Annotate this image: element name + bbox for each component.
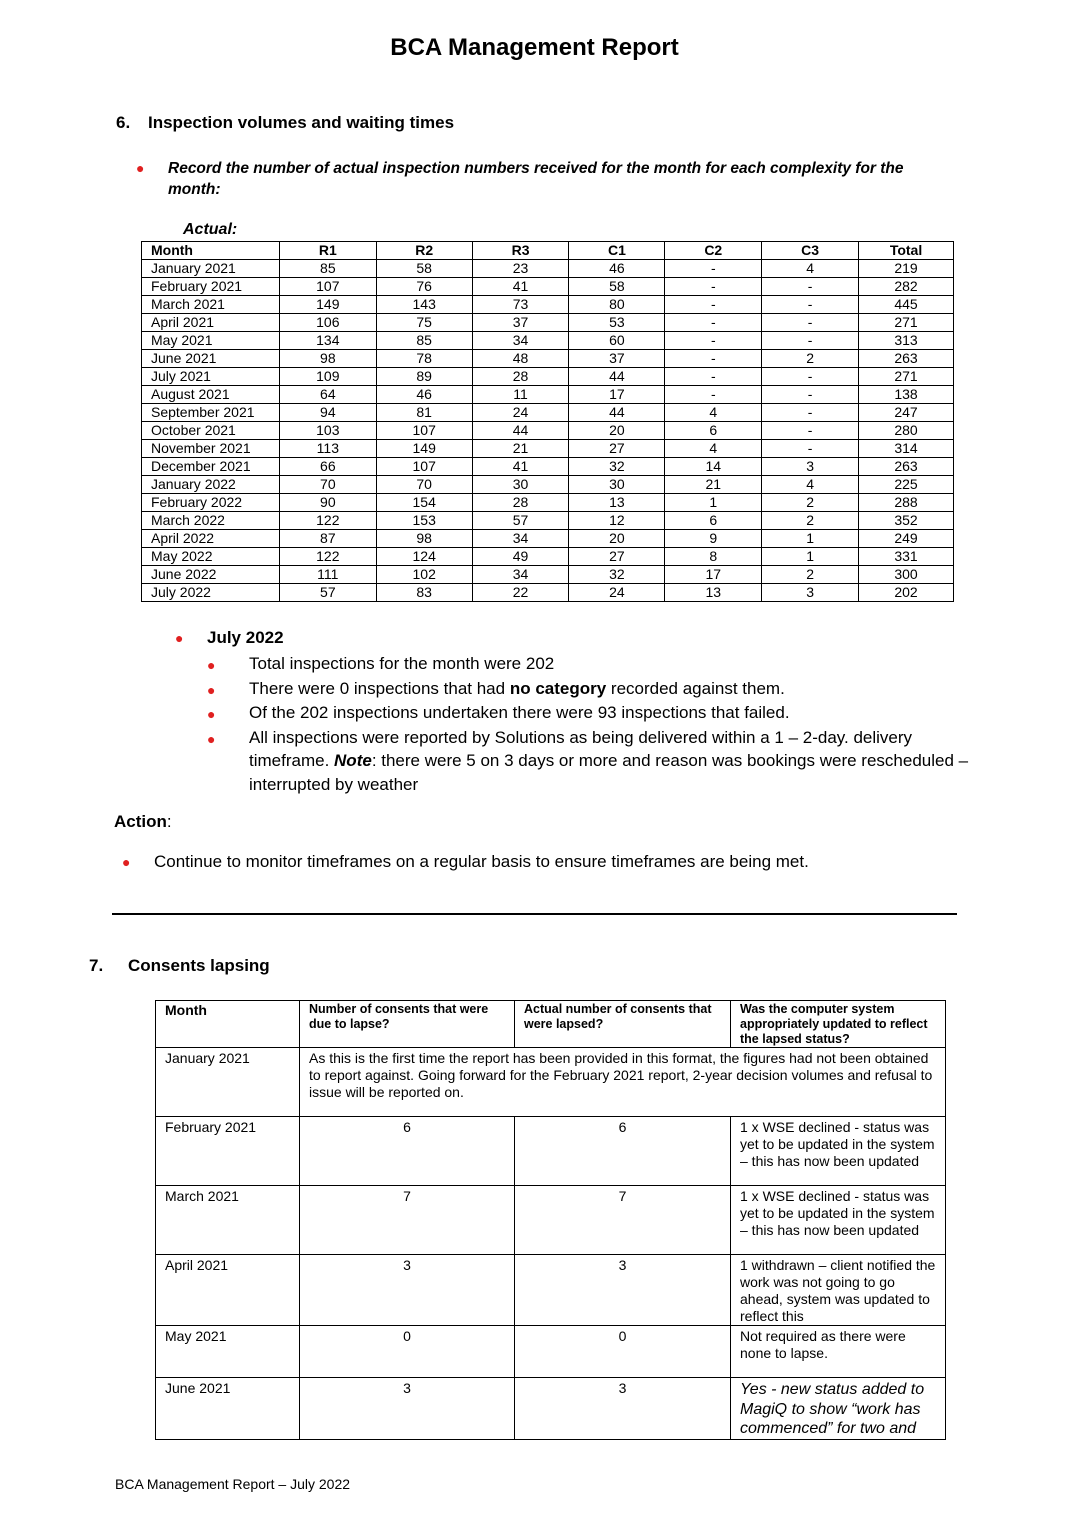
cell-month: June 2021 <box>142 350 280 368</box>
cell-value: 37 <box>472 314 569 332</box>
action-label-text: Action <box>114 812 167 831</box>
table-row <box>142 350 954 368</box>
cell-value: 331 <box>859 548 954 566</box>
cell-value: 109 <box>279 368 376 386</box>
july-bullet-2-pre: There were 0 inspections that had <box>249 678 510 698</box>
cell-due: 6 <box>300 1117 515 1186</box>
cell-value: 85 <box>279 260 376 278</box>
cell-value: 2 <box>762 512 859 530</box>
section-7-heading <box>89 956 270 976</box>
cell-value: 149 <box>376 440 472 458</box>
cell-value: 75 <box>376 314 472 332</box>
cell-value: 85 <box>376 332 472 350</box>
cell-value: 13 <box>569 494 665 512</box>
cell-value: - <box>665 314 762 332</box>
cell-value: 90 <box>279 494 376 512</box>
cell-value: - <box>762 404 859 422</box>
table-row <box>156 1326 946 1378</box>
cell-value: - <box>762 422 859 440</box>
cell-value: 28 <box>472 368 569 386</box>
cell-value: 153 <box>376 512 472 530</box>
july-bullet-3: Of the 202 inspections undertaken there were 93 inspections that failed. <box>249 703 790 722</box>
cell-value: 314 <box>859 440 954 458</box>
cell-value: 41 <box>472 278 569 296</box>
cell-value: 143 <box>376 296 472 314</box>
cell-value: - <box>665 386 762 404</box>
july-bullet-4-pre: All inspections were reported by Solutions as being delivered within a 1 – 2-day. delivery timeframe. <box>249 727 913 770</box>
cell-value: 24 <box>472 404 569 422</box>
cell-month: November 2021 <box>142 440 280 458</box>
cell-month: January 2021 <box>142 260 280 278</box>
consents-lapsing-table <box>155 1000 946 1440</box>
cell-value: 27 <box>569 440 665 458</box>
cell-value: 249 <box>859 530 954 548</box>
cell-value: 30 <box>569 476 665 494</box>
cell-value: - <box>762 368 859 386</box>
cell-value: 98 <box>376 530 472 548</box>
cell-value: 70 <box>376 476 472 494</box>
cell-month: July 2021 <box>142 368 280 386</box>
table-row <box>142 296 954 314</box>
cell-value: 83 <box>376 584 472 602</box>
cell-month: January 2021 <box>156 1048 300 1117</box>
cell-value: 14 <box>665 458 762 476</box>
cell-value: 263 <box>859 350 954 368</box>
cell-value: - <box>665 368 762 386</box>
cell-due: 7 <box>300 1186 515 1255</box>
inspection-table <box>141 241 954 602</box>
list-item <box>175 701 975 725</box>
july-bullet-4-post: : there were 5 on 3 days or more and reason was bookings were rescheduled – interrupted by weather <box>249 751 969 794</box>
cell-value: 3 <box>762 458 859 476</box>
bullet-icon: ● <box>207 706 216 722</box>
cell-value: 98 <box>279 350 376 368</box>
cell-value: 37 <box>569 350 665 368</box>
table-row <box>142 278 954 296</box>
table-row <box>142 584 954 602</box>
cell-value: 34 <box>472 332 569 350</box>
cell-month: February 2021 <box>142 278 280 296</box>
cell-month: May 2022 <box>142 548 280 566</box>
cell-value: 154 <box>376 494 472 512</box>
cell-month: May 2021 <box>156 1326 300 1378</box>
inspection-table-body <box>142 260 954 602</box>
section-divider <box>112 913 957 915</box>
cell-value: - <box>762 278 859 296</box>
cell-value: 32 <box>569 566 665 584</box>
bullet-icon: ● <box>175 630 184 646</box>
cell-lapsed: 7 <box>515 1186 731 1255</box>
cell-value: 2 <box>762 350 859 368</box>
cell-value: 73 <box>472 296 569 314</box>
cell-value: 149 <box>279 296 376 314</box>
cell-value: 1 <box>665 494 762 512</box>
cell-value: 111 <box>279 566 376 584</box>
cell-value: 53 <box>569 314 665 332</box>
cell-value: 46 <box>376 386 472 404</box>
cell-value: 4 <box>762 260 859 278</box>
table-row <box>156 1048 946 1117</box>
cell-value: - <box>665 350 762 368</box>
cell-updated: 1 withdrawn – client notified the work was not going to go ahead, system was updated to reflect this <box>731 1255 946 1326</box>
cell-value: 2 <box>762 566 859 584</box>
cell-value: 103 <box>279 422 376 440</box>
table-row <box>142 494 954 512</box>
july-bullet-2-bold: no category <box>509 678 607 698</box>
cell-value: 28 <box>472 494 569 512</box>
cell-value: 6 <box>665 512 762 530</box>
cell-value: - <box>762 332 859 350</box>
cell-value: 134 <box>279 332 376 350</box>
column-header: Was the computer system appropriately updated to reflect the lapsed status? <box>731 1001 946 1048</box>
cell-value: 80 <box>569 296 665 314</box>
cell-value: - <box>762 296 859 314</box>
table-row <box>142 386 954 404</box>
cell-value: 3 <box>762 584 859 602</box>
cell-value: 4 <box>665 440 762 458</box>
bullet-icon: ● <box>136 160 145 176</box>
table-row <box>156 1378 946 1440</box>
list-item <box>175 677 975 701</box>
cell-value: 49 <box>472 548 569 566</box>
cell-month: January 2022 <box>142 476 280 494</box>
july-heading <box>175 628 975 652</box>
cell-value: - <box>665 296 762 314</box>
cell-value: 107 <box>279 278 376 296</box>
cell-value: 78 <box>376 350 472 368</box>
cell-value: 81 <box>376 404 472 422</box>
column-header: R3 <box>472 242 569 260</box>
cell-value: 60 <box>569 332 665 350</box>
cell-month: February 2021 <box>156 1117 300 1186</box>
cell-month: April 2021 <box>156 1255 300 1326</box>
cell-month: March 2021 <box>142 296 280 314</box>
cell-value: - <box>762 314 859 332</box>
section-6-title: Inspection volumes and waiting times <box>148 113 455 132</box>
cell-value: 44 <box>472 422 569 440</box>
cell-value: 24 <box>569 584 665 602</box>
bullet-icon: ● <box>122 854 131 870</box>
cell-lapsed: 3 <box>515 1255 731 1326</box>
cell-due: 3 <box>300 1255 515 1326</box>
table-row <box>142 530 954 548</box>
cell-updated: Yes - new status added to MagiQ to show “work has commenced” for two and <box>731 1378 946 1440</box>
cell-value: 44 <box>569 404 665 422</box>
cell-value: 282 <box>859 278 954 296</box>
cell-value: 34 <box>472 530 569 548</box>
cell-value: 22 <box>472 584 569 602</box>
cell-month: March 2021 <box>156 1186 300 1255</box>
table-row <box>156 1117 946 1186</box>
cell-value: 34 <box>472 566 569 584</box>
july-bullet-1: Total inspections for the month were 202 <box>249 654 555 673</box>
cell-value: 202 <box>859 584 954 602</box>
july-2022-summary <box>175 628 975 797</box>
cell-month: October 2021 <box>142 422 280 440</box>
actual-label: Actual: <box>183 221 238 238</box>
column-header: Actual number of consents that were lapsed? <box>515 1001 731 1048</box>
cell-value: 48 <box>472 350 569 368</box>
table-row <box>142 548 954 566</box>
cell-month: September 2021 <box>142 404 280 422</box>
cell-lapsed: 6 <box>515 1117 731 1186</box>
cell-updated: 1 x WSE declined - status was yet to be updated in the system – this has now been updated <box>731 1186 946 1255</box>
table-row <box>142 332 954 350</box>
column-header: C3 <box>762 242 859 260</box>
cell-month: July 2022 <box>142 584 280 602</box>
report-title: BCA Management Report <box>390 34 679 61</box>
cell-month: April 2021 <box>142 314 280 332</box>
table-row <box>142 368 954 386</box>
table-row <box>142 440 954 458</box>
section-6-instruction: Record the number of actual inspection numbers received for the month for each complexity for the month: <box>168 160 904 198</box>
cell-value: 271 <box>859 314 954 332</box>
column-header: R1 <box>279 242 376 260</box>
cell-value: 124 <box>376 548 472 566</box>
cell-value: 46 <box>569 260 665 278</box>
table-row <box>142 422 954 440</box>
cell-value: 87 <box>279 530 376 548</box>
cell-value: 57 <box>279 584 376 602</box>
cell-value: 2 <box>762 494 859 512</box>
cell-value: 4 <box>665 404 762 422</box>
cell-value: 58 <box>376 260 472 278</box>
cell-value: 107 <box>376 458 472 476</box>
table-row <box>142 404 954 422</box>
cell-value: 32 <box>569 458 665 476</box>
table-header-row <box>156 1001 946 1048</box>
cell-value: 247 <box>859 404 954 422</box>
cell-value: 4 <box>762 476 859 494</box>
action-item: Continue to monitor timeframes on a regular basis to ensure timeframes are being met. <box>154 852 809 871</box>
cell-value: 23 <box>472 260 569 278</box>
table-row <box>142 512 954 530</box>
cell-value: 122 <box>279 512 376 530</box>
column-header: Total <box>859 242 954 260</box>
action-label <box>114 812 172 832</box>
cell-value: 8 <box>665 548 762 566</box>
cell-value: 113 <box>279 440 376 458</box>
cell-value: 89 <box>376 368 472 386</box>
cell-value: 66 <box>279 458 376 476</box>
july-bullet-4-note: Note <box>334 751 372 770</box>
cell-value: 313 <box>859 332 954 350</box>
table-row <box>142 314 954 332</box>
cell-due: 0 <box>300 1326 515 1378</box>
cell-value: 1 <box>762 548 859 566</box>
cell-value: - <box>762 440 859 458</box>
table-row <box>142 458 954 476</box>
table-row <box>156 1186 946 1255</box>
bullet-icon: ● <box>207 730 216 747</box>
cell-value: 9 <box>665 530 762 548</box>
column-header: Month <box>142 242 280 260</box>
column-header: R2 <box>376 242 472 260</box>
cell-value: 13 <box>665 584 762 602</box>
cell-value: 11 <box>472 386 569 404</box>
cell-value: 21 <box>665 476 762 494</box>
bullet-icon: ● <box>207 657 216 673</box>
cell-value: 17 <box>665 566 762 584</box>
cell-value: 20 <box>569 530 665 548</box>
column-header: C2 <box>665 242 762 260</box>
cell-value: 44 <box>569 368 665 386</box>
cell-month: May 2021 <box>142 332 280 350</box>
cell-value: 280 <box>859 422 954 440</box>
cell-value: 106 <box>279 314 376 332</box>
cell-value: 102 <box>376 566 472 584</box>
table-row <box>156 1255 946 1326</box>
cell-value: - <box>665 260 762 278</box>
table-row <box>142 260 954 278</box>
table-header-row <box>142 242 954 260</box>
cell-lapsed: 3 <box>515 1378 731 1440</box>
cell-value: 107 <box>376 422 472 440</box>
column-header: C1 <box>569 242 665 260</box>
cell-value: 41 <box>472 458 569 476</box>
cell-updated: 1 x WSE declined - status was yet to be updated in the system – this has now been updated <box>731 1117 946 1186</box>
cell-value: 27 <box>569 548 665 566</box>
table-row <box>142 566 954 584</box>
table-row <box>142 476 954 494</box>
cell-value: 288 <box>859 494 954 512</box>
page-footer: BCA Management Report – July 2022 <box>115 1476 351 1492</box>
cell-value: 300 <box>859 566 954 584</box>
cell-value: 352 <box>859 512 954 530</box>
cell-value: 263 <box>859 458 954 476</box>
cell-value: 219 <box>859 260 954 278</box>
cell-month: June 2022 <box>142 566 280 584</box>
section-6-heading <box>116 113 454 133</box>
list-item <box>175 726 975 797</box>
cell-month: February 2022 <box>142 494 280 512</box>
cell-value: 58 <box>569 278 665 296</box>
cell-value: 76 <box>376 278 472 296</box>
cell-value: 271 <box>859 368 954 386</box>
cell-lapsed: 0 <box>515 1326 731 1378</box>
cell-value: 1 <box>762 530 859 548</box>
bullet-icon: ● <box>207 681 216 698</box>
cell-updated: Not required as there were none to lapse. <box>731 1326 946 1378</box>
cell-value: 17 <box>569 386 665 404</box>
section-6-number: 6. <box>116 113 131 132</box>
list-item <box>175 652 975 676</box>
cell-value: 20 <box>569 422 665 440</box>
cell-value: 64 <box>279 386 376 404</box>
cell-value: 225 <box>859 476 954 494</box>
cell-month: August 2021 <box>142 386 280 404</box>
cell-month: April 2022 <box>142 530 280 548</box>
section-7-number: 7. <box>89 956 104 975</box>
july-bullet-2-post: recorded against them. <box>606 678 785 698</box>
action-label-colon: : <box>166 812 172 831</box>
cell-value: - <box>762 386 859 404</box>
section-7-title: Consents lapsing <box>128 956 270 975</box>
cell-month: December 2021 <box>142 458 280 476</box>
cell-value: 122 <box>279 548 376 566</box>
cell-value: - <box>665 332 762 350</box>
july-heading-text: July 2022 <box>207 628 284 647</box>
cell-due: 3 <box>300 1378 515 1440</box>
cell-value: 6 <box>665 422 762 440</box>
cell-month: March 2022 <box>142 512 280 530</box>
column-header: Number of consents that were due to lapse? <box>300 1001 515 1048</box>
cell-note: As this is the first time the report has been provided in this format, the figures had not been obtained to report against. Going forward for the February 2021 report, 2-year decision volumes and refusal to issue will be reported on. <box>300 1048 946 1117</box>
cell-value: 445 <box>859 296 954 314</box>
column-header: Month <box>156 1001 300 1048</box>
cell-value: 57 <box>472 512 569 530</box>
cell-value: 138 <box>859 386 954 404</box>
cell-month: June 2021 <box>156 1378 300 1440</box>
cell-value: - <box>665 278 762 296</box>
cell-value: 94 <box>279 404 376 422</box>
cell-value: 30 <box>472 476 569 494</box>
cell-value: 12 <box>569 512 665 530</box>
cell-value: 21 <box>472 440 569 458</box>
cell-value: 70 <box>279 476 376 494</box>
